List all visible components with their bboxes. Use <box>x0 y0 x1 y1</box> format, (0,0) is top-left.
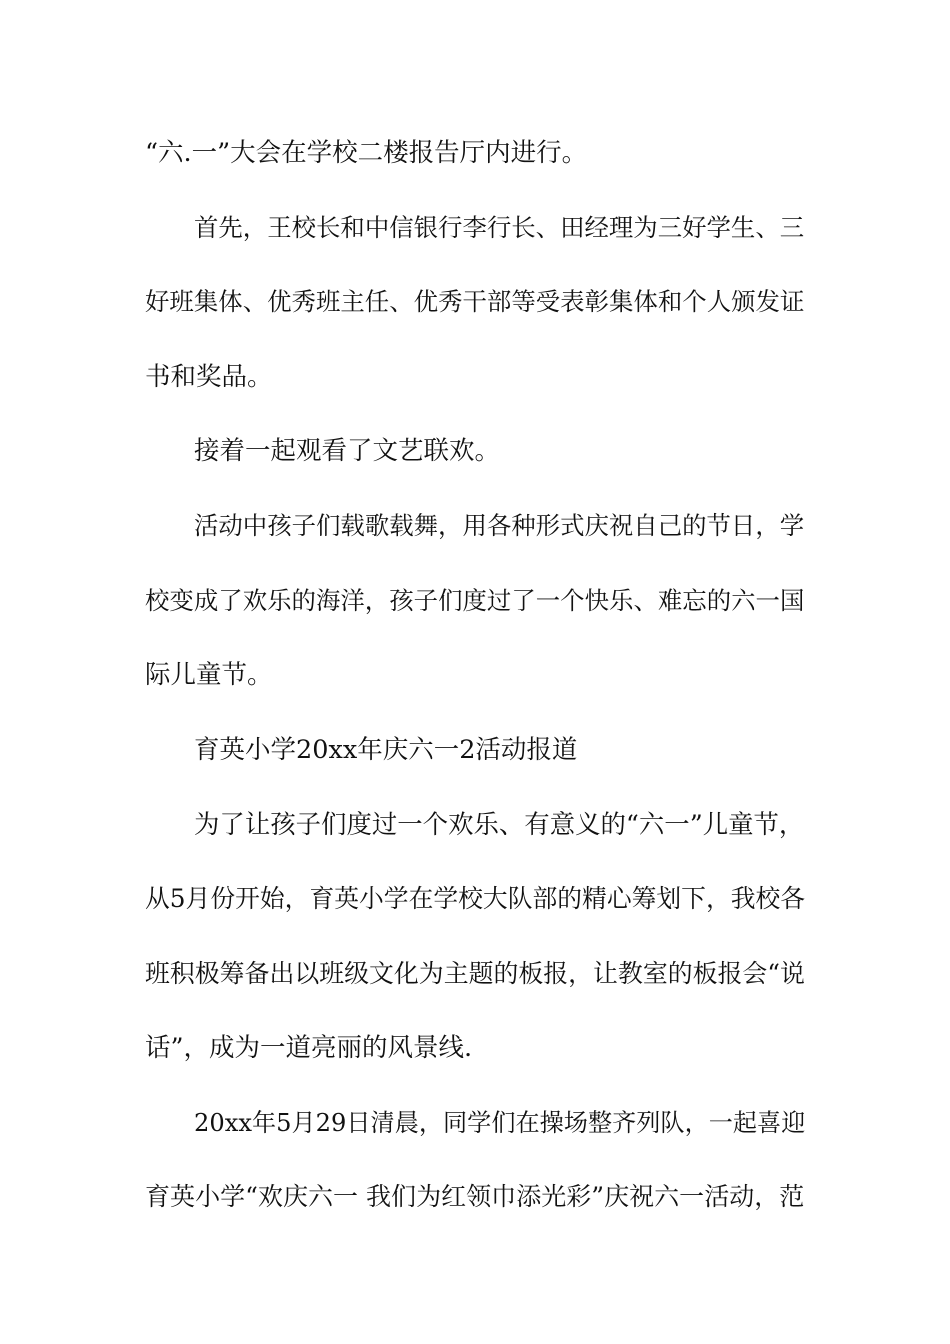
paragraph-line: 首先，王校长和中信银行李行长、田经理为三好学生、三 <box>194 213 805 242</box>
paragraph-line: 从5月份开始，育英小学在学校大队部的精心筹划下，我校各 <box>145 884 806 913</box>
paragraph-line: 话”，成为一道亮丽的风景线. <box>145 1033 473 1063</box>
paragraph-line: 活动中孩子们载歌载舞，用各种形式庆祝自己的节日，学 <box>194 511 805 540</box>
section-heading: 育英小学20xx年庆六一2活动报道 <box>194 735 578 765</box>
paragraph-line: 接着一起观看了文艺联欢。 <box>194 436 501 466</box>
paragraph-line: “六.一”大会在学校二楼报告厅内进行。 <box>145 138 588 168</box>
paragraph-line: 班积极筹备出以班级文化为主题的板报，让教室的板报会“说 <box>145 959 805 988</box>
paragraph-line: 育英小学“欢庆六一 我们为红领巾添光彩”庆祝六一活动，范 <box>145 1182 805 1211</box>
paragraph-line: 书和奖品。 <box>145 362 273 392</box>
paragraph-line: 为了让孩子们度过一个欢乐、有意义的“六一”儿童节， <box>194 809 805 839</box>
paragraph-line: 校变成了欢乐的海洋，孩子们度过了一个快乐、难忘的六一国 <box>145 586 805 615</box>
paragraph-line: 际儿童节。 <box>145 660 273 690</box>
paragraph-line: 好班集体、优秀班主任、优秀干部等受表彰集体和个人颁发证 <box>145 287 805 316</box>
paragraph-line: 20xx年5月29日清晨，同学们在操场整齐列队，一起喜迎 <box>194 1109 806 1137</box>
